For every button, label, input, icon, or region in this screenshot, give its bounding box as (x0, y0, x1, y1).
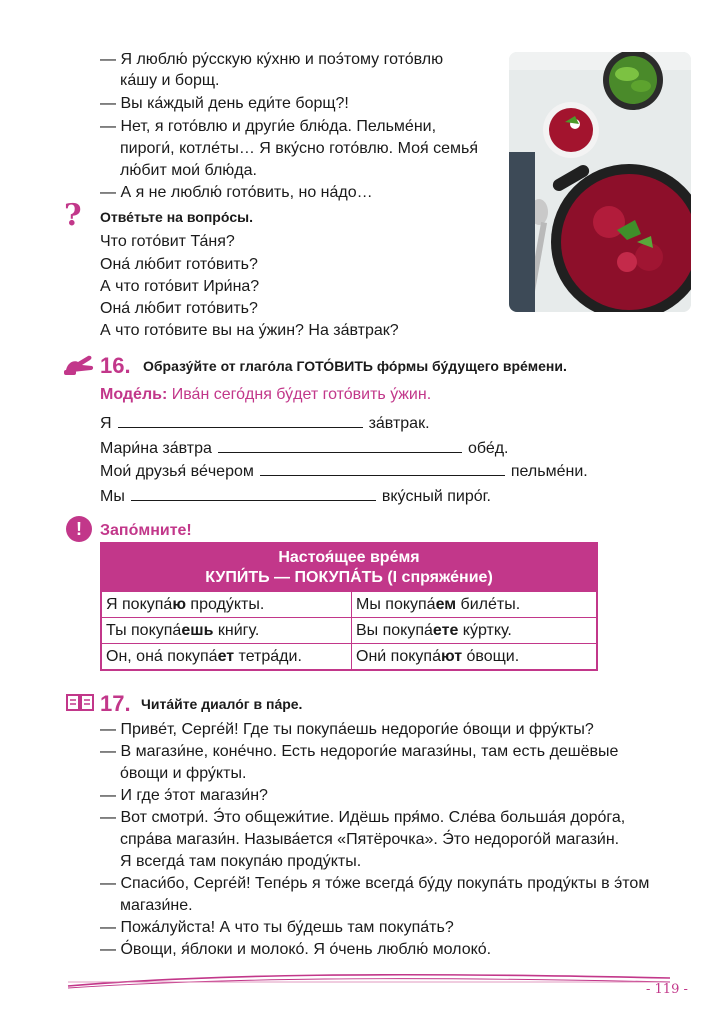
dialogue-line: магази́не. (120, 897, 193, 914)
model-text: Ива́н сего́дня бу́дет гото́вить у́жин. (171, 386, 432, 403)
exercise-row (100, 486, 491, 507)
exclamation-icon: ! (66, 516, 92, 542)
answer-blank[interactable] (131, 486, 376, 501)
exercise-prefix: Мои́ друзья́ ве́чером (100, 463, 254, 480)
dialogue-line: — Я люблю́ ру́сскую ку́хню и поэ́тому гото́влю (100, 51, 444, 68)
table-row (102, 591, 596, 617)
model-example (100, 385, 431, 405)
open-book-icon (66, 692, 94, 712)
table-title: Настоя́щее вре́мя (278, 549, 420, 566)
answer-blank[interactable] (218, 438, 462, 453)
dialogue-line: — Вот смотри́. Э́то общежи́тие. Идёшь пря́мо. Сле́ва больша́я доро́га, (100, 809, 626, 826)
task-instruction: Образу́йте от глаго́ла ГОТО́ВИТЬ фо́рмы бу́дущего вре́мени. (143, 358, 567, 374)
exercise-row (100, 438, 509, 459)
exercise-suffix: обе́д. (467, 440, 509, 457)
question-item: Она́ лю́бит гото́вить? (100, 300, 258, 317)
writing-hand-icon (64, 352, 94, 376)
question-item: Она́ лю́бит гото́вить? (100, 256, 258, 273)
dialogue-line: — Нет, я гото́влю и други́е блю́да. Пельме́ни, (100, 118, 437, 135)
table-cell: Ты покупа́ешь кни́гу. (106, 622, 260, 639)
exercise-prefix: Мы (100, 488, 125, 505)
dialogue-line: спра́ва магази́н. Называ́ется «Пятёрочка». Э́то недорого́й магази́н. (120, 831, 620, 848)
borscht-illustration (509, 52, 691, 312)
exercise-row (100, 413, 430, 434)
dialogue-line: — Вы ка́ждый день еди́те борщ?! (100, 95, 349, 112)
table-cell: Мы покупа́ем биле́ты. (351, 592, 596, 617)
dialogue-line: — В магази́не, коне́чно. Есть недороги́е магази́ны, там есть дешёвые (100, 743, 619, 760)
question-item: Что гото́вит Та́ня? (100, 233, 235, 250)
dialogue-line: — И где э́тот магази́н? (100, 787, 268, 804)
table-cell: Он, она́ покупа́ет тетра́ди. (106, 648, 302, 665)
answer-blank[interactable] (118, 413, 363, 428)
exercise-suffix: вку́сный пиро́г. (381, 488, 491, 505)
dialogue-line: — Приве́т, Серге́й! Где ты покупа́ешь недороги́е о́вощи и фру́кты? (100, 721, 594, 738)
exercise-suffix: за́втрак. (368, 415, 430, 432)
dialogue-line: ка́шу и борщ. (120, 72, 220, 89)
table-cell: Они́ покупа́ют о́вощи. (351, 644, 596, 669)
dialogue-line: — А я не люблю́ гото́вить, но на́до… (100, 184, 373, 201)
page-number: - 119 - (646, 982, 688, 997)
dialogue-line: — Пожа́луйста! А что ты бу́дешь там покупа́ть? (100, 919, 454, 936)
table-cell: Я покупа́ю проду́кты. (106, 596, 265, 613)
table-subtitle: КУПИ́ТЬ — ПОКУПА́ТЬ (I спряже́ние) (205, 569, 493, 586)
exercise-row (100, 461, 588, 482)
table-header (102, 544, 596, 591)
exercise-prefix: Мари́на за́втра (100, 440, 212, 457)
dialogue-line: лю́бит мои́ блю́да. (120, 162, 257, 179)
model-label: Моде́ль: (100, 386, 168, 403)
conjugation-table (100, 542, 598, 671)
remember-title: Запо́мните! (100, 522, 192, 539)
exercise-suffix: пельме́ни. (510, 463, 588, 480)
table-row (102, 643, 596, 669)
task-number: 16. (100, 353, 131, 378)
answer-blank[interactable] (260, 461, 505, 476)
exercise-prefix: Я (100, 415, 112, 432)
borscht-photo (509, 52, 691, 312)
dialogue-line: Я всегда́ там покупа́ю проду́кты. (120, 853, 362, 870)
table-cell: Вы покупа́ете ку́ртку. (351, 618, 596, 643)
questions-title: Отве́тьте на вопро́сы. (100, 209, 254, 225)
footer-decoration (60, 968, 724, 998)
question-item: А что гото́вите вы на у́жин? На за́втрак? (100, 322, 399, 339)
dialogue-line: пироги́, котле́ты… Я вку́сно гото́влю. Моя́ семья́ (120, 140, 478, 157)
dialogue-line: — Спаси́бо, Серге́й! Тепе́рь я то́же всегда́ бу́ду покупа́ть проду́кты в э́том (100, 875, 650, 892)
dialogue-line: о́вощи и фру́кты. (120, 765, 247, 782)
dialogue-line: — О́вощи, я́блоки и молоко́. Я о́чень люблю́ молоко́. (100, 941, 492, 958)
task-number: 17. (100, 691, 131, 716)
question-mark-icon: ? (64, 198, 82, 233)
task-instruction: Чита́йте диало́г в па́ре. (141, 696, 303, 712)
table-row (102, 617, 596, 643)
question-item: А что гото́вит Ири́на? (100, 278, 260, 295)
